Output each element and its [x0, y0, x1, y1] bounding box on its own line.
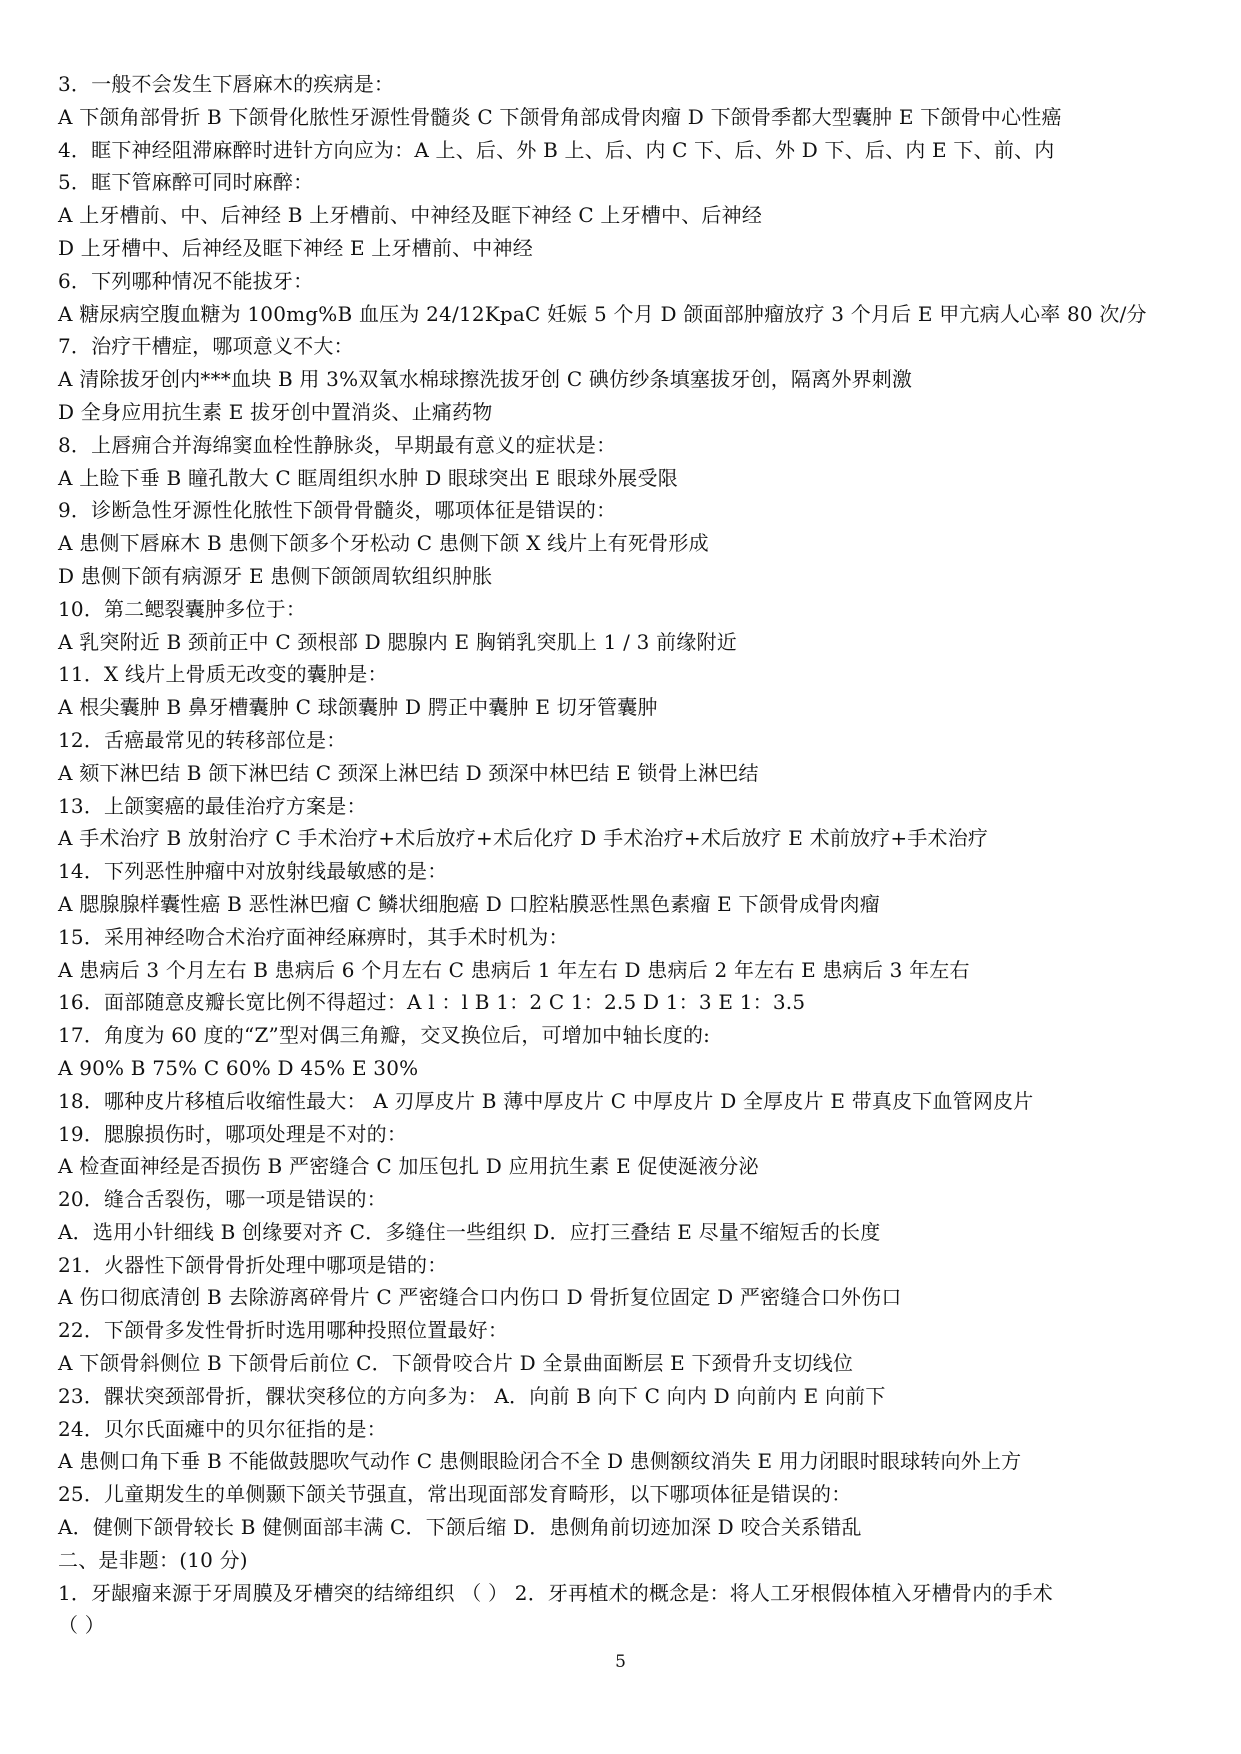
text-line: 6．下列哪种情况不能拔牙： [58, 268, 314, 293]
text-line: A 下颌角部骨折 B 下颌骨化脓性牙源性骨髓炎 C 下颌骨角部成骨肉瘤 D 下颌骨季都大型囊肿 E 下颌骨中心性癌 [58, 104, 1062, 129]
text-line: 3．一般不会发生下唇麻木的疾病是： [58, 72, 395, 96]
text-line: 15．采用神经吻合术治疗面神经麻痹时，其手术时机为： [58, 924, 569, 949]
text-line: A 检查面神经是否损伤 B 严密缝合 C 加压包扎 D 应用抗生素 E 促使涎液分泌 [58, 1154, 759, 1179]
text-line: D 上牙槽中、后神经及眶下神经 E 上牙槽前、中神经 [58, 235, 533, 260]
text-line: A．选用小针细线 B 创缘要对齐 C．多缝住一些组织 D．应打三叠结 E 尽量不缩短舌的长度 [58, 1219, 881, 1244]
text-line: 8．上唇痈合并海绵窦血栓性静脉炎，早期最有意义的症状是： [58, 432, 617, 457]
text-line: A 上牙槽前、中、后神经 B 上牙槽前、中神经及眶下神经 C 上牙槽中、后神经 [58, 203, 763, 228]
text-line: 1．牙龈瘤来源于牙周膜及牙槽突的结缔组织 （ ） 2．牙再植术的概念是：将人工牙根假体植入牙槽骨内的手术 [58, 1580, 1053, 1605]
text-line: A 患病后 3 个月左右 B 患病后 6 个月左右 C 患病后 1 年左右 D 患病后 2 年左右 E 患病后 3 年左右 [58, 957, 970, 982]
text-line: A 乳突附近 B 颈前正中 C 颈根部 D 腮腺内 E 胸销乳突肌上 1 / 3 前缘附近 [58, 629, 737, 654]
text-line: A 颏下淋巴结 B 颌下淋巴结 C 颈深上淋巴结 D 颈深中林巴结 E 锁骨上淋巴结 [58, 760, 759, 785]
text-line: 9．诊断急性牙源性化脓性下颌骨骨髓炎，哪项体征是错误的： [58, 498, 617, 523]
text-line: A 手术治疗 B 放射治疗 C 手术治疗+术后放疗+术后化疗 D 手术治疗+术后放疗 E 术前放疗+手术治疗 [58, 826, 989, 851]
text-line: 12．舌癌最常见的转移部位是： [58, 727, 347, 752]
text-line: A 患侧口角下垂 B 不能做鼓腮吹气动作 C 患侧眼睑闭合不全 D 患侧额纹消失 E 用力闭眼时眼球转向外上方 [58, 1449, 1022, 1474]
text-line: A 患侧下唇麻木 B 患侧下颌多个牙松动 C 患侧下颌 X 线片上有死骨形成 [58, 531, 709, 556]
text-line: 二、是非题：(10 分) [58, 1547, 248, 1572]
text-line: 25．儿童期发生的单侧颞下颌关节强直，常出现面部发育畸形，以下哪项体征是错误的： [58, 1482, 852, 1507]
exam-page-body [58, 68, 1178, 1642]
text-line: A 下颌骨斜侧位 B 下颌骨后前位 C．下颌骨咬合片 D 全景曲面断层 E 下颈骨升支切线位 [58, 1351, 854, 1376]
text-line: 20．缝合舌裂伤，哪一项是错误的： [58, 1187, 387, 1212]
text-line: 19．腮腺损伤时，哪项处理是不对的： [58, 1121, 408, 1146]
text-line: 16．面部随意皮瓣长宽比例不得超过：A l ：l B 1：2 C 1：2.5 D 1：3 E 1：3.5 [58, 990, 806, 1015]
text-line: （ ） [58, 1613, 105, 1638]
text-line: 10．第二鳃裂囊肿多位于： [58, 596, 307, 621]
text-line: A 根尖囊肿 B 鼻牙槽囊肿 C 球颌囊肿 D 腭正中囊肿 E 切牙管囊肿 [58, 695, 658, 720]
text-line: 11．X 线片上骨质无改变的囊肿是： [58, 662, 388, 687]
text-line: 14．下列恶性肿瘤中对放射线最敏感的是： [58, 859, 448, 884]
text-line: A 伤口彻底清创 B 去除游离碎骨片 C 严密缝合口内伤口 D 骨折复位固定 D 严密缝合口外伤口 [58, 1285, 902, 1310]
text-line: D 全身应用抗生素 E 拔牙创中置消炎、止痛药物 [58, 399, 493, 424]
text-line: 23．髁状突颈部骨折，髁状突移位的方向多为： A．向前 B 向下 C 向内 D 向前内 E 向前下 [58, 1383, 886, 1408]
text-line: 18．哪种皮片移植后收缩性最大： A 刃厚皮片 B 薄中厚皮片 C 中厚皮片 D 全厚皮片 E 带真皮下血管网皮片 [58, 1088, 1034, 1113]
text-line: D 患侧下颌有病源牙 E 患侧下颌颌周软组织肿胀 [58, 563, 493, 588]
text-line: 21．火器性下颌骨骨折处理中哪项是错的： [58, 1252, 448, 1277]
page-number: 5 [615, 1652, 626, 1672]
text-line: 17．角度为 60 度的“Z”型对偶三角瓣，交叉换位后，可增加中轴长度的: [58, 1023, 711, 1048]
text-line: A 上睑下垂 B 瞳孔散大 C 眶周组织水肿 D 眼球突出 E 眼球外展受限 [58, 465, 678, 490]
text-line: A．健侧下颌骨较长 B 健侧面部丰满 C．下颌后缩 D．患侧角前切迹加深 D 咬合关系错乱 [58, 1515, 862, 1540]
text-line: 4．眶下神经阻滞麻醉时进针方向应为：A 上、后、外 B 上、后、内 C 下、后、外 D 下、后、内 E 下、前、内 [58, 137, 1055, 162]
text-line: 24．贝尔氏面瘫中的贝尔征指的是： [58, 1416, 387, 1441]
text-line: 5．眶下管麻醉可同时麻醉： [58, 170, 314, 195]
text-line: A 腮腺腺样囊性癌 B 恶性淋巴瘤 C 鳞状细胞癌 D 口腔粘膜恶性黑色素瘤 E 下颌骨成骨肉瘤 [58, 891, 880, 916]
text-line: A 90% B 75% C 60% D 45% E 30% [58, 1055, 419, 1080]
text-line: 13．上颌窦癌的最佳治疗方案是： [58, 793, 367, 818]
text-line: 7．治疗干槽症，哪项意义不大： [58, 334, 354, 359]
text-line: A 糖尿病空腹血糖为 100mg%B 血压为 24/12KpaC 妊娠 5 个月 D 颌面部肿瘤放疗 3 个月后 E 甲亢病人心率 80 次/分 [58, 301, 1147, 326]
text-line: A 清除拔牙创内***血块 B 用 3%双氧水棉球擦洗拔牙创 C 碘仿纱条填塞拔牙创，隔离外界刺激 [58, 367, 913, 392]
text-line: 22．下颌骨多发性骨折时选用哪种投照位置最好： [58, 1318, 509, 1343]
